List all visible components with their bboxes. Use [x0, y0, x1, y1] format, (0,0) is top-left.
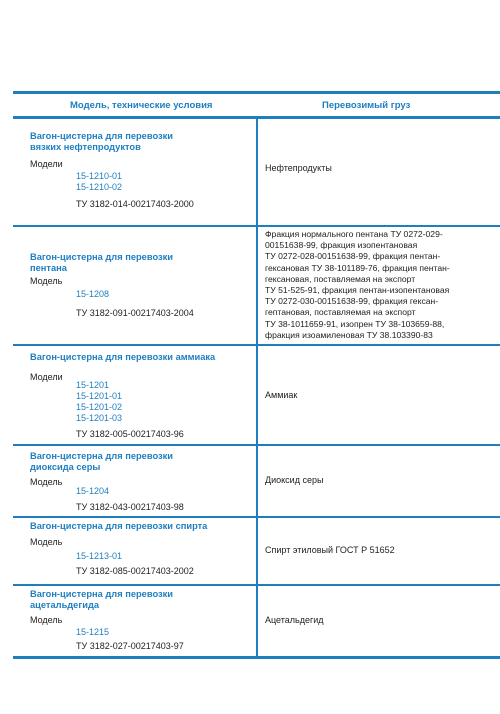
- cargo-text: Спирт этиловый ГОСТ Р 51652: [265, 545, 395, 555]
- row-title: Вагон-цистерна для перевозки ацетальдегида: [30, 589, 173, 610]
- row-title: Вагон-цистерна для перевозки пентана: [30, 252, 173, 273]
- row-title: Вагон-цистерна для перевозки диоксида серы: [30, 451, 173, 472]
- column-header-model: Модель, технические условия: [70, 100, 213, 111]
- tech-spec: ТУ 3182-005-00217403-96: [76, 429, 184, 439]
- tech-spec: ТУ 3182-085-00217403-2002: [76, 566, 194, 576]
- cargo-text: Аммиак: [265, 390, 298, 400]
- model-list: 15-1215: [76, 627, 110, 637]
- cargo-text: Диоксид серы: [265, 475, 324, 485]
- row-title: Вагон-цистерна для перевозки вязких нефтепродуктов: [30, 131, 173, 152]
- cargo-text: Фракция нормального пентана ТУ 0272-029- 00151638-99, фракция изопентановая ТУ 0272-028-00151638-99, фракция пентан- гексановая ТУ 38-101189-76, фракция пентан- гексановая, поставляемая на экспорт ТУ 51-525-91, фракция пентан-изопентановая ТУ 0272-030-00151638-99, фракция гексан- гептановая, поставляемая на экспорт ТУ 38-1011659-91, изопрен ТУ 38-103659-88, фракция изоамиленовая ТУ 38.103390-83: [265, 229, 450, 340]
- tech-spec: ТУ 3182-043-00217403-98: [76, 502, 184, 512]
- cargo-text: Ацетальдегид: [265, 615, 324, 625]
- column-header-cargo: Перевозимый груз: [322, 100, 411, 111]
- cargo-text: Нефтепродукты: [265, 163, 332, 173]
- model-label: Модель: [30, 477, 63, 487]
- model-label: Модели: [30, 372, 63, 382]
- tech-spec: ТУ 3182-027-00217403-97: [76, 641, 184, 651]
- model-list: 15-1204: [76, 486, 110, 496]
- header-top-rule: [13, 91, 500, 94]
- row-title: Вагон-цистерна для перевозки спирта: [30, 521, 208, 531]
- tech-spec: ТУ 3182-014-00217403-2000: [76, 199, 194, 209]
- column-divider: [256, 116, 258, 658]
- model-list: 15-1213-01: [76, 551, 123, 561]
- model-label: Модель: [30, 537, 63, 547]
- model-list: 15-1210-01 15-1210-02: [76, 171, 123, 192]
- model-label: Модели: [30, 159, 63, 169]
- model-label: Модель: [30, 615, 63, 625]
- model-list: 15-1208: [76, 289, 110, 299]
- tech-spec: ТУ 3182-091-00217403-2004: [76, 308, 194, 318]
- row-title: Вагон-цистерна для перевозки аммиака: [30, 352, 216, 362]
- model-label: Модель: [30, 276, 63, 286]
- model-list: 15-1201 15-1201-01 15-1201-02 15-1201-03: [76, 380, 123, 423]
